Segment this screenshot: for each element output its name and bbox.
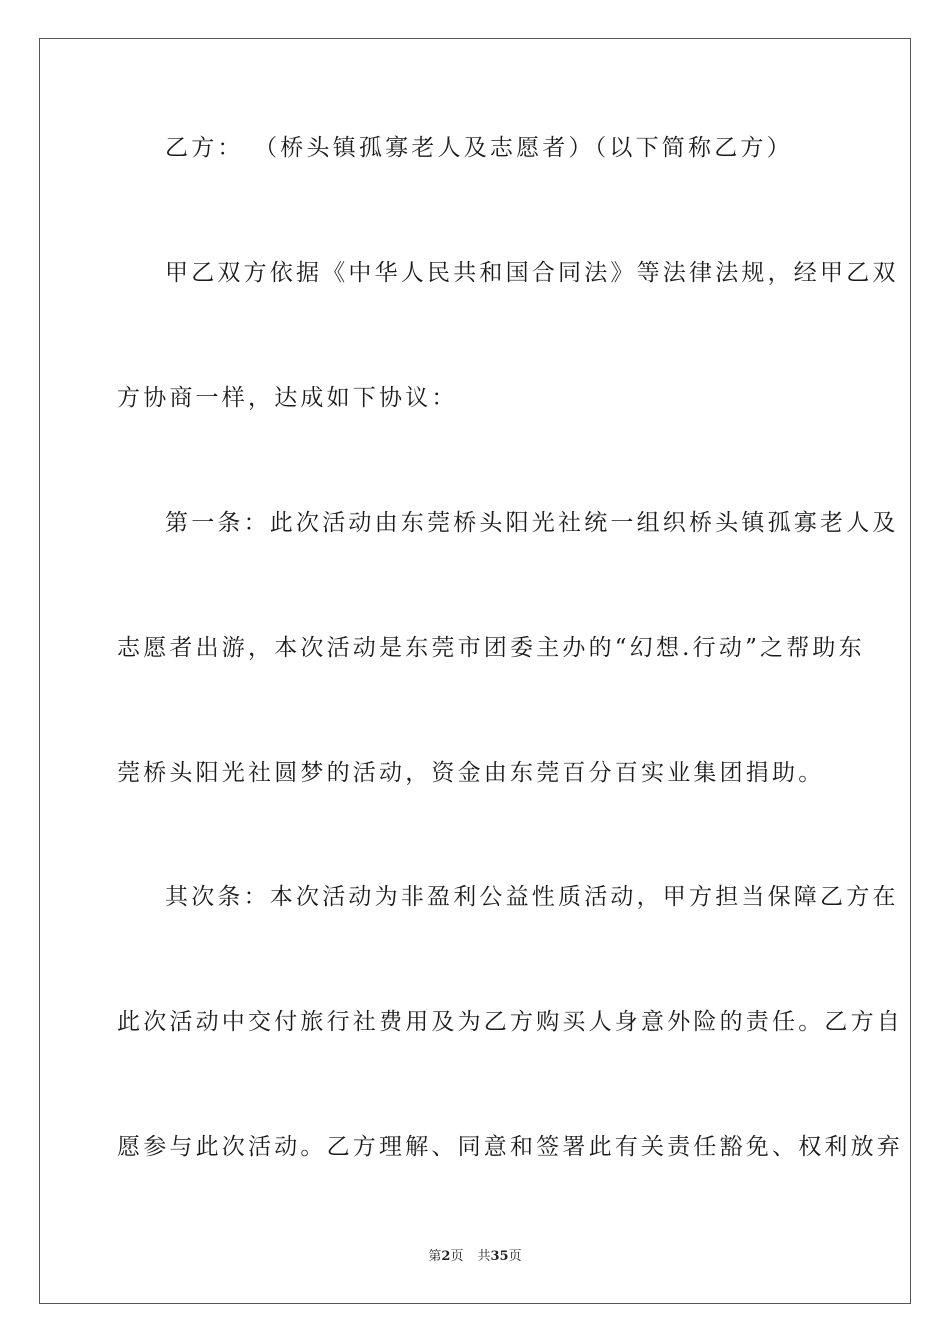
paragraph-line: 甲乙双方依据《中华人民共和国合同法》等法律法规，经甲乙双	[165, 260, 899, 286]
total-prefix: 共	[477, 1249, 491, 1264]
paragraph-line: 愿参与此次活动。乙方理解、同意和签署此有关责任豁免、权利放弃	[117, 1134, 903, 1160]
total-page-count: 35	[490, 1249, 509, 1264]
page-border	[39, 38, 911, 1304]
current-page-number: 2	[441, 1249, 451, 1264]
total-suffix: 页	[508, 1249, 522, 1264]
paragraph-line: 方协商一样，达成如下协议：	[117, 385, 458, 411]
paragraph-line: 莞桥头阳光社圆梦的活动，资金由东莞百分百实业集团捐助。	[117, 760, 825, 786]
page-prefix: 第	[428, 1249, 442, 1264]
paragraph-line: 第一条：此次活动由东莞桥头阳光社统一组织桥头镇孤寡老人及	[165, 510, 899, 536]
paragraph-line: 其次条：本次活动为非盈利公益性质活动，甲方担当保障乙方在	[165, 884, 899, 910]
page-suffix: 页	[450, 1249, 464, 1264]
paragraph-line: 此次活动中交付旅行社费用及为乙方购买人身意外险的责任。乙方自	[117, 1009, 903, 1035]
page-footer	[0, 1245, 950, 1264]
paragraph-line: 乙方： （桥头镇孤寡老人及志愿者）（以下简称乙方）	[165, 135, 793, 161]
paragraph-line: 志愿者出游，本次活动是东莞市团委主办的“幻想.行动”之帮助东	[117, 635, 865, 661]
